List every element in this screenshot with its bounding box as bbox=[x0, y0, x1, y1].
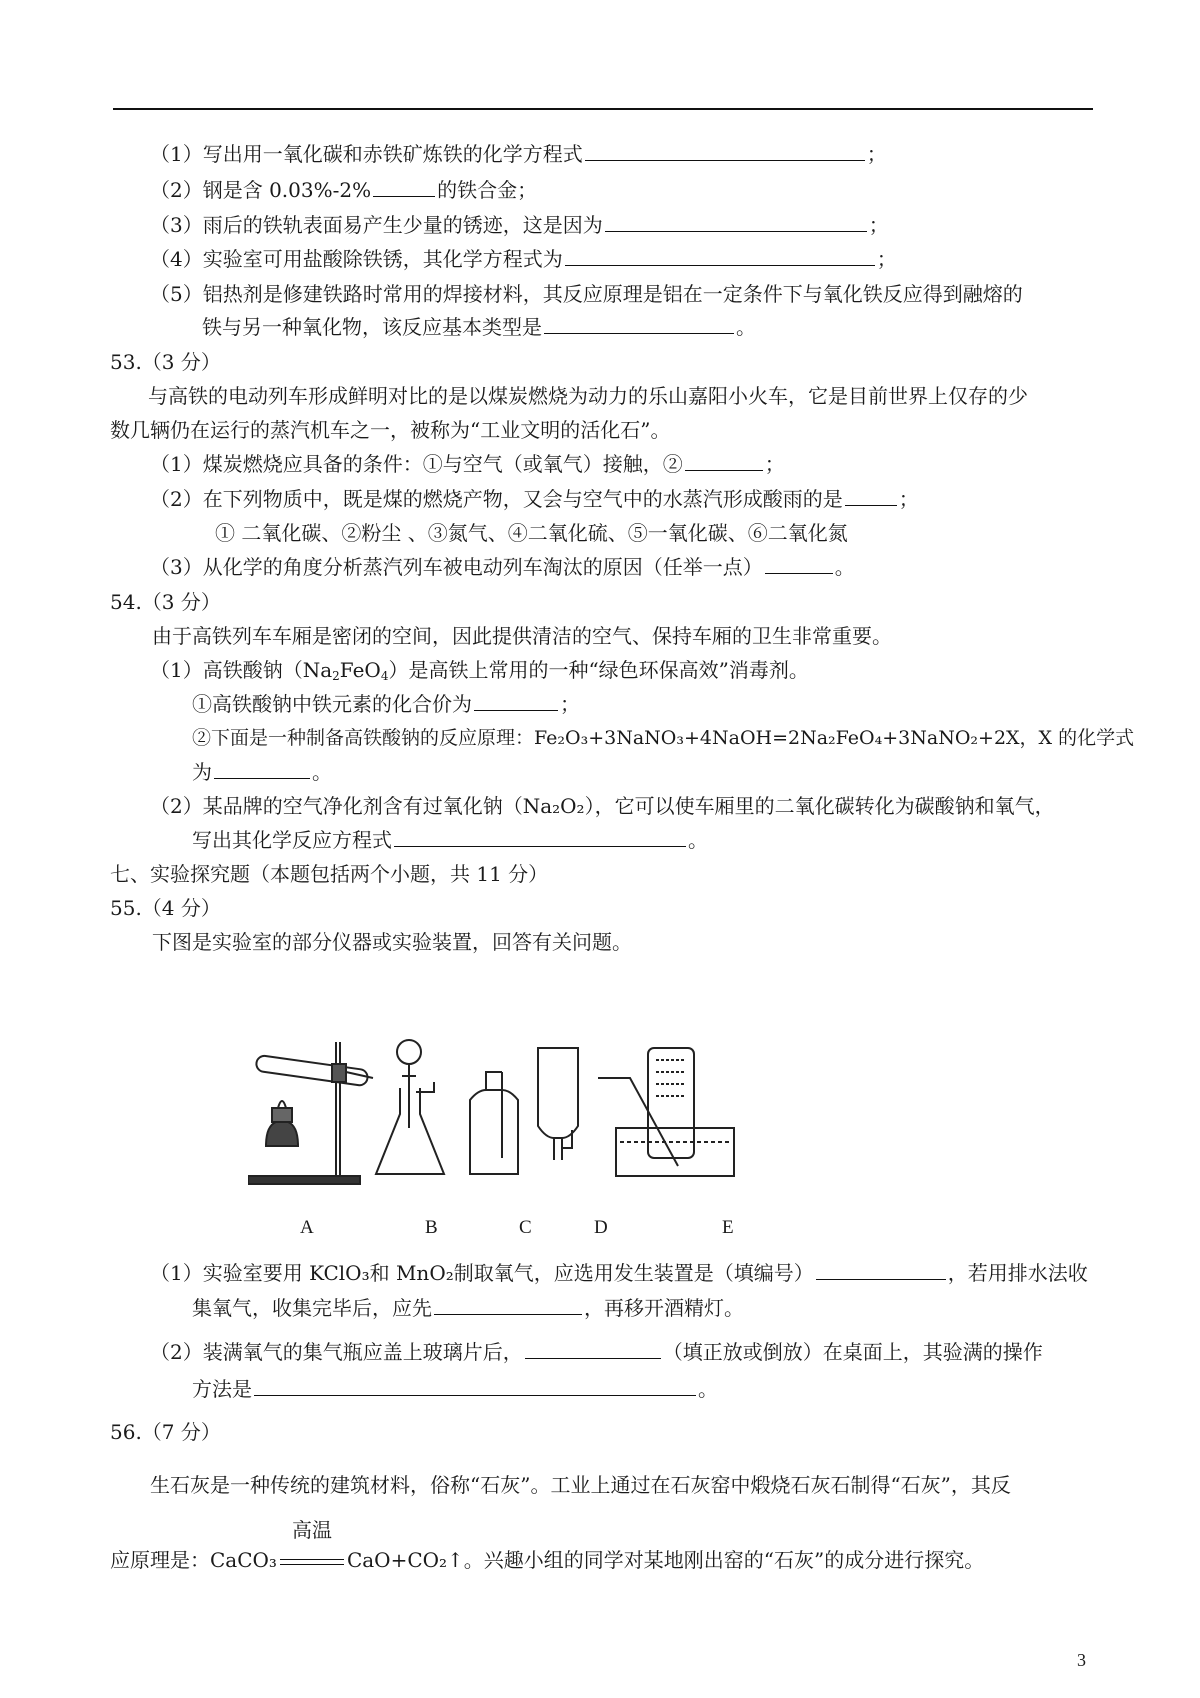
q56-paragraph-2: 应原理是：CaCO₃ 高温 CaO+CO₂↑。兴趣小组的同学对某地刚出窑的“石灰”的成分进行探究。 bbox=[110, 1518, 985, 1572]
q55-paragraph: 下图是实验室的部分仪器或实验装置，回答有关问题。 bbox=[152, 930, 632, 954]
q54-heading: 54.（3 分） bbox=[110, 590, 221, 614]
answer-blank[interactable] bbox=[254, 1377, 696, 1396]
q54-item-1-sub-1: ①高铁酸钠中铁元素的化合价为 ； bbox=[192, 692, 580, 716]
answer-blank[interactable] bbox=[685, 452, 763, 471]
answer-blank[interactable] bbox=[585, 142, 865, 161]
apparatus-e-water-trough bbox=[598, 1048, 734, 1176]
figure-label-a: A bbox=[300, 1217, 314, 1238]
q53-paragraph-1: 与高铁的电动列车形成鲜明对比的是以煤炭燃烧为动力的乐山嘉阳小火车，它是目前世界上仅存的少 bbox=[148, 384, 1028, 408]
apparatus-b-conical-flask bbox=[376, 1040, 444, 1174]
q52-item-2: （2）钢是含 0.03%-2% 的铁合金； bbox=[150, 178, 538, 202]
q55-item-1-cont: 集氧气，收集完毕后，应先 ，再移开酒精灯。 bbox=[192, 1296, 744, 1320]
q54-item-1-sub-2-cont: 为 。 bbox=[192, 760, 332, 784]
q55-item-2: （2）装满氧气的集气瓶应盖上玻璃片后， （填正放或倒放）在桌面上，其验满的操作 bbox=[150, 1340, 1043, 1364]
q55-heading: 55.（4 分） bbox=[110, 896, 221, 920]
answer-blank[interactable] bbox=[544, 315, 734, 334]
q54-paragraph: 由于高铁列车车厢是密闭的空间，因此提供清洁的空气、保持车厢的卫生非常重要。 bbox=[152, 624, 892, 648]
answer-blank[interactable] bbox=[474, 692, 558, 711]
q53-item-1: （1）煤炭燃烧应具备的条件：①与空气（或氧气）接触，② ； bbox=[150, 452, 785, 476]
page-number: 3 bbox=[1077, 1650, 1086, 1670]
apparatus-a-heating-setup bbox=[248, 1042, 373, 1184]
answer-blank[interactable] bbox=[565, 247, 875, 266]
answer-blank[interactable] bbox=[816, 1261, 946, 1280]
q53-item-3: （3）从化学的角度分析蒸汽列车被电动列车淘汰的原因（任举一点） 。 bbox=[150, 555, 855, 579]
high-temperature-condition: 高温 bbox=[277, 1548, 347, 1572]
q52-item-1: （1）写出用一氧化碳和赤铁矿炼铁的化学方程式 ； bbox=[150, 142, 887, 166]
figure-label-b: B bbox=[425, 1217, 438, 1238]
q53-heading: 53.（3 分） bbox=[110, 350, 221, 374]
figure-label-e: E bbox=[722, 1217, 734, 1238]
q52-item-4: （4）实验室可用盐酸除铁锈，其化学方程式为 ； bbox=[150, 247, 897, 271]
reaction-arrow-double-line bbox=[280, 1559, 344, 1565]
q53-options: ① 二氧化碳、②粉尘 、③氮气、④二氧化硫、⑤一氧化碳、⑥二氧化氮 bbox=[215, 521, 848, 545]
q53-paragraph-2: 数几辆仍在运行的蒸汽机车之一，被称为“工业文明的活化石”。 bbox=[110, 418, 671, 442]
q54-item-1: （1）高铁酸钠$(Na_2FeO_4)$是高铁上常用的一种“绿色环保高效”消毒剂。 bbox=[150, 658, 809, 683]
answer-blank[interactable] bbox=[605, 213, 867, 232]
answer-blank[interactable] bbox=[214, 760, 310, 779]
q56-paragraph-1: 生石灰是一种传统的建筑材料，俗称“石灰”。工业上通过在石灰窑中煅烧石灰石制得“石灰”，其反 bbox=[150, 1473, 1011, 1497]
q54-item-2-cont: 写出其化学反应方程式 。 bbox=[192, 828, 708, 852]
q55-item-1: （1）实验室要用 KClO₃和 MnO₂制取氧气，应选用发生装置是（填编号） ，若用排水法收 bbox=[150, 1261, 1088, 1285]
answer-blank[interactable] bbox=[845, 487, 897, 506]
header-rule bbox=[113, 108, 1093, 110]
answer-blank[interactable] bbox=[394, 828, 686, 847]
q54-item-1-sub-2: ②下面是一种制备高铁酸钠的反应原理：Fe₂O₃+3NaNO₃+4NaOH=2Na₂FeO₄+3NaNO₂+2X，X 的化学式 bbox=[192, 727, 1135, 749]
q52-item-3: （3）雨后的铁轨表面易产生少量的锈迹，这是因为 ； bbox=[150, 213, 889, 237]
figure-label-d: D bbox=[594, 1217, 608, 1238]
answer-blank[interactable] bbox=[525, 1340, 661, 1359]
q52-item-5: （5）铝热剂是修建铁路时常用的焊接材料，其反应原理是铝在一定条件下与氧化铁反应得到融熔的 bbox=[150, 282, 1023, 306]
answer-blank[interactable] bbox=[765, 555, 833, 574]
q55-item-2-cont: 方法是 。 bbox=[192, 1377, 718, 1401]
answer-blank[interactable] bbox=[434, 1296, 582, 1315]
q54-item-2: （2）某品牌的空气净化剂含有过氧化钠（Na₂O₂），它可以使车厢里的二氧化碳转化为碳酸钠和氧气， bbox=[150, 794, 1055, 818]
lab-apparatus-figure bbox=[248, 1038, 808, 1193]
q53-item-2: （2）在下列物质中，既是煤的燃烧产物，又会与空气中的水蒸汽形成酸雨的是 ； bbox=[150, 487, 919, 511]
apparatus-d-collecting-bottle bbox=[538, 1048, 578, 1160]
q52-item-5-cont: 铁与另一种氧化物，该反应基本类型是 。 bbox=[202, 315, 756, 339]
section-heading: 七、实验探究题（本题包括两个小题，共 11 分） bbox=[110, 862, 549, 886]
answer-blank[interactable] bbox=[373, 178, 435, 197]
q56-heading: 56.（7 分） bbox=[110, 1420, 221, 1444]
apparatus-c-wash-bottle bbox=[470, 1072, 518, 1174]
figure-label-c: C bbox=[519, 1217, 532, 1238]
